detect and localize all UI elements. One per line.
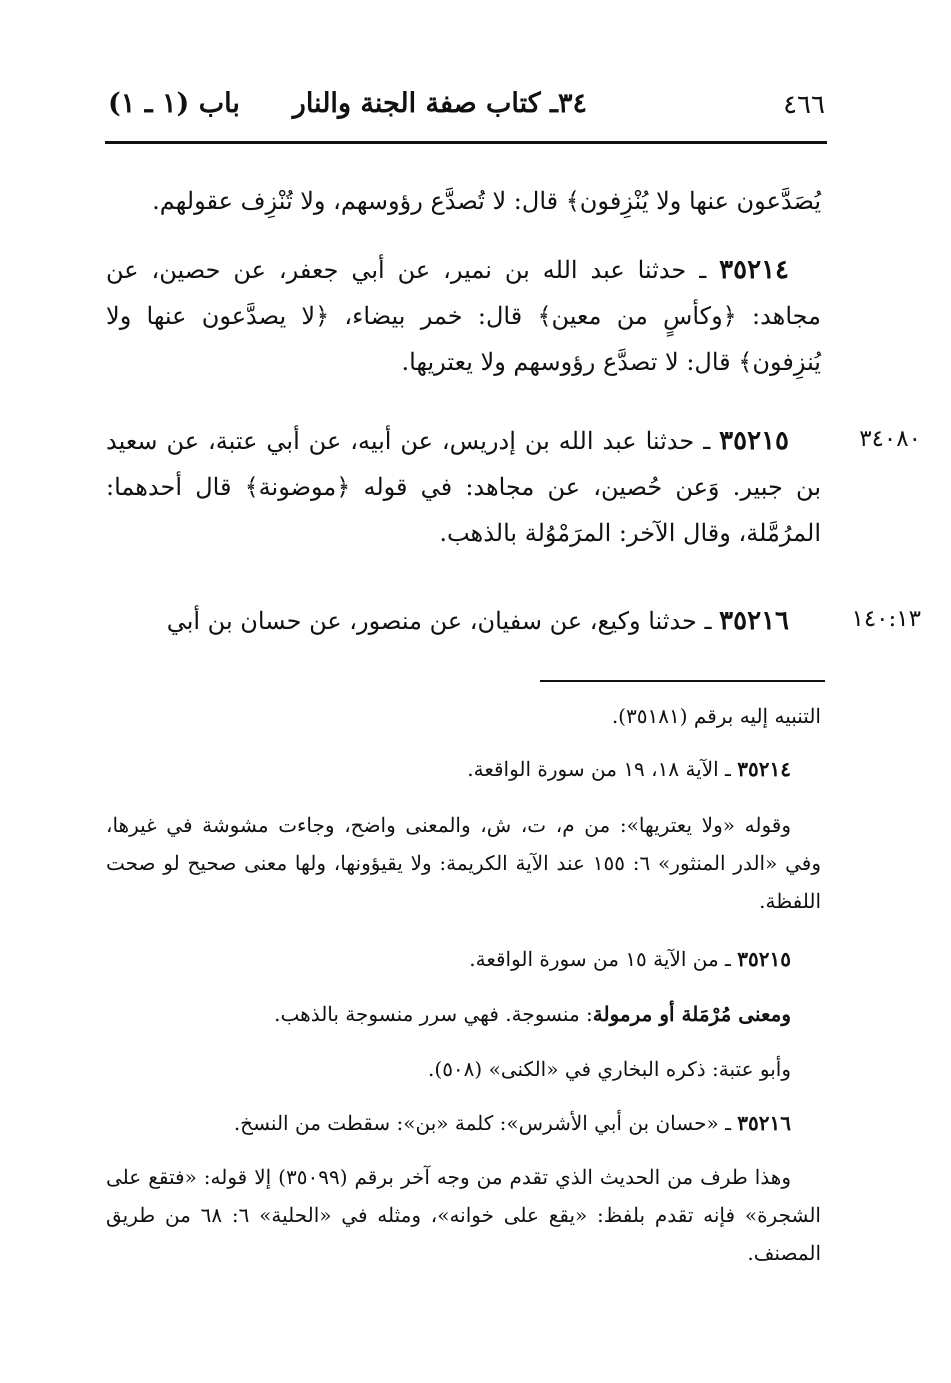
footnote-paragraph [106, 995, 821, 1033]
footnote-number: ٣٥٢١٦ [737, 1111, 791, 1135]
hadith-text: ـ حدثنا وكيع، عن سفيان، عن منصور، عن حسان بن أبي [166, 607, 720, 635]
hadith-35215 [106, 418, 821, 556]
hadith-35216 [106, 598, 821, 644]
hadith-35214 [106, 247, 821, 385]
hadith-number: ٣٥٢١٥ [719, 426, 789, 456]
footnote-paragraph [106, 806, 821, 920]
continuation-text: يُصَدَّعون عنها ولا يُنْزِفون﴾ قال: لا تُصدَّع رؤوسهم، ولا تُنْزِف عقولهم. [152, 187, 821, 215]
footnote-number: ٣٥٢١٤ [737, 757, 791, 781]
footnote-35214 [106, 750, 821, 788]
footnote-paragraph [106, 1158, 821, 1272]
footnote-text: وأبو عتبة: ذكره البخاري في «الكنى» (٥٠٨). [428, 1057, 791, 1081]
page-number: ٤٦٦ [783, 90, 825, 120]
header-rule [105, 141, 827, 144]
footnote-line [106, 697, 821, 735]
continuation-paragraph [106, 178, 821, 224]
footnote-text: ـ «حسان بن أبي الأشرس»: كلمة «بن»: سقطت من النسخ. [233, 1111, 738, 1135]
footnote-bold-term: ومعنى مُرْمَلة أو مرمولة [592, 1002, 791, 1026]
book-title: ٣٤ـ كتاب صفة الجنة والنار [292, 88, 587, 119]
footnote-number: ٣٥٢١٥ [737, 947, 791, 971]
footnote-35215 [106, 940, 821, 978]
chapter-label: باب (١ ـ ١) [108, 88, 240, 119]
page-header [100, 82, 825, 132]
margin-reference: ١٤٠:١٣ [851, 606, 921, 632]
footnote-paragraph [106, 1050, 821, 1088]
footnote-text: وهذا طرف من الحديث الذي تقدم من وجه آخر برقم (٣٥٠٩٩) إلا قوله: «فتقع على الشجرة» فإنه تقدم بلفظ: «يقع على خوانه»، ومثله في «الحلية» ٦: ٦٨ من طريق المصنف. [106, 1165, 821, 1265]
hadith-number: ٣٥٢١٤ [719, 255, 789, 285]
footnote-rule [540, 680, 825, 682]
hadith-number: ٣٥٢١٦ [719, 606, 789, 636]
margin-reference: ٣٤٠٨٠ [859, 426, 921, 452]
footnote-text: التنبيه إليه برقم (٣٥١٨١). [611, 704, 821, 728]
hadith-text: ـ حدثنا عبد الله بن نمير، عن أبي جعفر، عن حصين، عن مجاهد: ﴿وكأسٍ من معين﴾ قال: خمر بيضاء، ﴿لا يصدَّعون عنها ولا يُنزِفون﴾ قال: لا تصدَّع رؤوسهم ولا يعتريها. [106, 256, 821, 376]
footnote-text: ـ من الآية ١٥ من سورة الواقعة. [469, 947, 738, 971]
footnote-text: وقوله «ولا يعتريها»: من م، ت، ش، والمعنى واضح، وجاءت مشوشة في غيرها، وفي «الدر المنثور» ٦: ١٥٥ عند الآية الكريمة: ولا يقيؤونها، ولها معنى صحيح لو صحت اللفظة. [106, 813, 821, 913]
hadith-text: ـ حدثنا عبد الله بن إدريس، عن أبيه، عن أبي عتبة، عن سعيد بن جبير. وَعن حُصين، عن مجاهد: في قوله ﴿موضونة﴾ قال أحدهما: المرُمَّلة، وقال الآخر: المرَمْوُلة بالذهب. [106, 427, 821, 547]
footnote-text: ـ الآية ١٨، ١٩ من سورة الواقعة. [467, 757, 738, 781]
footnote-35216 [106, 1104, 821, 1142]
footnote-text: : منسوجة. فهي سرر منسوجة بالذهب. [274, 1002, 593, 1026]
